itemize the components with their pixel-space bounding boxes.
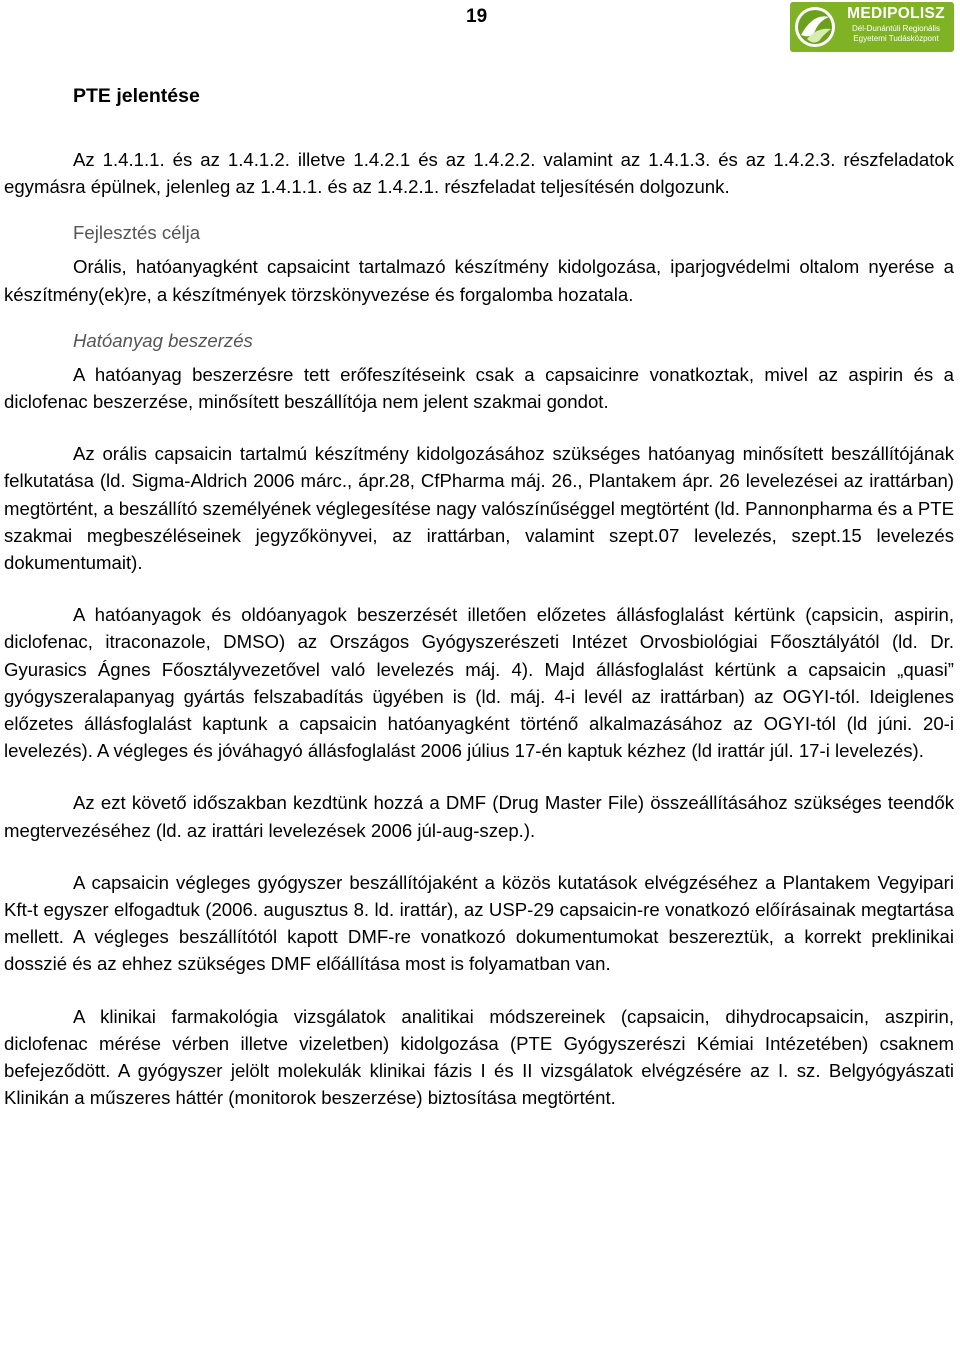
logo-subtitle-line-2: Egyetemi Tudásközpont [853,34,939,43]
procurement-paragraph-5: A capsaicin végleges gyógyszer beszállítójaként a közös kutatások elvégzéséhez a Plantakem Vegyipari Kft-t egyszer elfogadtuk (2006. augusztus 8. ld. irattár), az USP-29 capsaicin-re vonatkozó előírásainak megtartása mellett. A végleges beszállítótól kapott DMF-re vonatkozó dokumentumokat beszereztük, a korrekt preklinikai dosszié és az ehhez szükséges DMF előállítása most is folyamatban van. [4,871,954,975]
document-body [4,80,954,1111]
intro-paragraph: Az 1.4.1.1. és az 1.4.1.2. illetve 1.4.2.1 és az 1.4.2.2. valamint az 1.4.1.3. és az 1.4.2.3. részfeladatok egymásra épülnek, jelenleg az 1.4.1.1. és az 1.4.2.1. részfeladat teljesítésén dolgozunk. [4,149,954,198]
procurement-paragraph-4: Az ezt követő időszakban kezdtünk hozzá a DMF (Drug Master File) összeállításához szükséges teendők megtervezéséhez (ld. az irattári levelezések 2006 júl-aug-szep.). [4,792,954,841]
logo-name: MEDIPOLISZ [847,5,945,22]
section-heading-goal: Fejlesztés célja [73,222,201,244]
procurement-paragraph-6: A klinikai farmakológia vizsgálatok analitikai módszereinek (capsaicin, dihydrocapsaicin, aszpirin, diclofenac mérése vérben illetve vizeletben) kidolgozása (PTE Gyógyszerészi Kémiai Intézetében) csaknem befejeződött. A gyógyszer jelölt molekulák klinikai fázis I és II vizsgálatok elvégzésére az I. sz. Belgyógyászati Klinikán a műszeres háttér (monitorok beszerzése) biztosítása megtörtént. [4,1005,954,1109]
procurement-paragraph-1: A hatóanyag beszerzésre tett erőfeszítéseink csak a capsaicinre vonatkoztak, mivel az aspirin és a diclofenac beszerzése, minősített beszállítója nem jelent szakmai gondot. [4,363,954,413]
goal-paragraph: Orális, hatóanyagként capsaicint tartalmazó készítmény kidolgozása, iparjogvédelmi oltalom nyerése a készítmény(ek)re, a készítmények törzskönyvezése és forgalomba hozatala. [4,256,954,305]
document-title: PTE jelentése [73,85,200,107]
page-number: 19 [466,6,488,27]
medipolisz-logo-icon [793,5,837,49]
medipolisz-logo [790,2,954,52]
procurement-paragraph-3: A hatóanyagok és oldóanyagok beszerzését illetően előzetes állásfoglalást kértünk (capsicin, aspirin, diclofenac, itraconazole, DMSO) az Országos Gyógyszerészeti Intézet Orvosbiológiai Főosztályától (ld. Dr. Gyurasics Ágnes Főosztályvezetővel való levelezés máj. 4). Majd állásfoglalást kértünk a capsaicin „quasi” gyógyszeralapanyag gyártás felszabadítás ügyében is (ld. máj. 4-i levél az irattárban) az OGYI-tól. Ideiglenes előzetes állásfoglalást kaptunk a capsaicin hatóanyagként történő alkalmazásához az OGYI-tól (ld júni. 20-i levelezés). A végleges és jóváhagyó állásfoglalást 2006 július 17-én kaptuk kézhez (ld irattár júl. 17-i levelezés). [4,604,954,762]
logo-subtitle [840,24,952,44]
logo-subtitle-line-1: Dél-Dunántúli Regionális [851,24,941,33]
procurement-paragraph-2: Az orális capsaicin tartalmú készítmény kidolgozásához szükséges hatóanyag minősített beszállítójának felkutatása (ld. Sigma-Aldrich 2006 márc., ápr.28, CfPharma máj. 26., Plantakem ápr. 26 levelezései az irattárban) megtörtént, a beszállító személyének véglegesítése nagy valószínűséggel megtörtént (ld. Pannonpharma és a PTE szakmai megbeszéléseinek jegyzőkönyvei, az irattárban, valamint szept.07 levelezés, szept.15 levelezés dokumentumait). [4,443,954,574]
section-heading-procurement: Hatóanyag beszerzés [73,329,253,351]
